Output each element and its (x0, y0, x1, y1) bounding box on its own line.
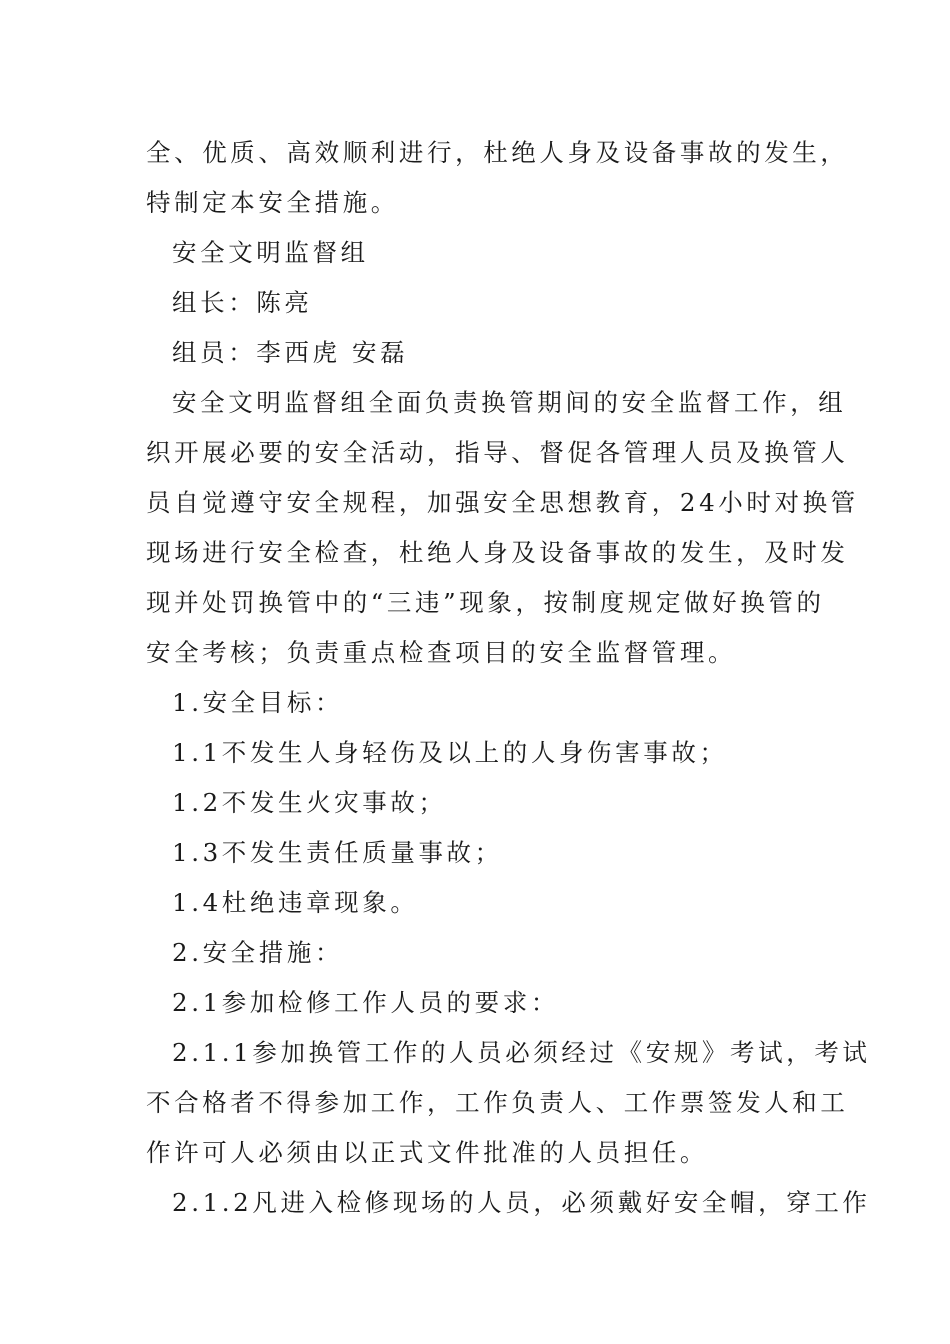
text-line: 作许可人必须由以正式文件批准的人员担任。 (146, 1138, 708, 1167)
section-heading: 2.安全措施： (172, 938, 344, 967)
text-line: 组员：李西虎 安磊 (172, 338, 409, 367)
text-line: 全、优质、高效顺利进行，杜绝人身及设备事故的发生， (146, 138, 849, 167)
section-heading: 1.安全目标： (172, 688, 344, 717)
text-line: 不合格者不得参加工作，工作负责人、工作票签发人和工 (146, 1088, 849, 1117)
list-item: 1.2不发生火灾事故； (172, 788, 447, 817)
text-line: 组长：陈亮 (172, 288, 313, 317)
section-heading: 安全文明监督组 (172, 238, 369, 267)
text-line: 2.1.1参加换管工作的人员必须经过《安规》考试，考试 (172, 1038, 871, 1067)
text-line: 员自觉遵守安全规程，加强安全思想教育，24小时对换管 (146, 488, 859, 517)
list-item: 1.1不发生人身轻伤及以上的人身伤害事故； (172, 738, 728, 767)
list-item: 1.3不发生责任质量事故； (172, 838, 503, 867)
text-line: 特制定本安全措施。 (146, 188, 399, 217)
text-line: 现并处罚换管中的“三违”现象，按制度规定做好换管的 (146, 588, 825, 617)
text-line: 现场进行安全检查，杜绝人身及设备事故的发生，及时发 (146, 538, 849, 567)
text-line: 2.1.2凡进入检修现场的人员，必须戴好安全帽，穿工作 (172, 1188, 871, 1217)
text-line: 安全文明监督组全面负责换管期间的安全监督工作，组 (172, 388, 847, 417)
subsection-heading: 2.1参加检修工作人员的要求： (172, 988, 559, 1017)
text-line: 织开展必要的安全活动，指导、督促各管理人员及换管人 (146, 438, 849, 467)
text-line: 安全考核；负责重点检查项目的安全监督管理。 (146, 638, 737, 667)
document-body (146, 128, 871, 1228)
list-item: 1.4杜绝违章现象。 (172, 888, 419, 917)
